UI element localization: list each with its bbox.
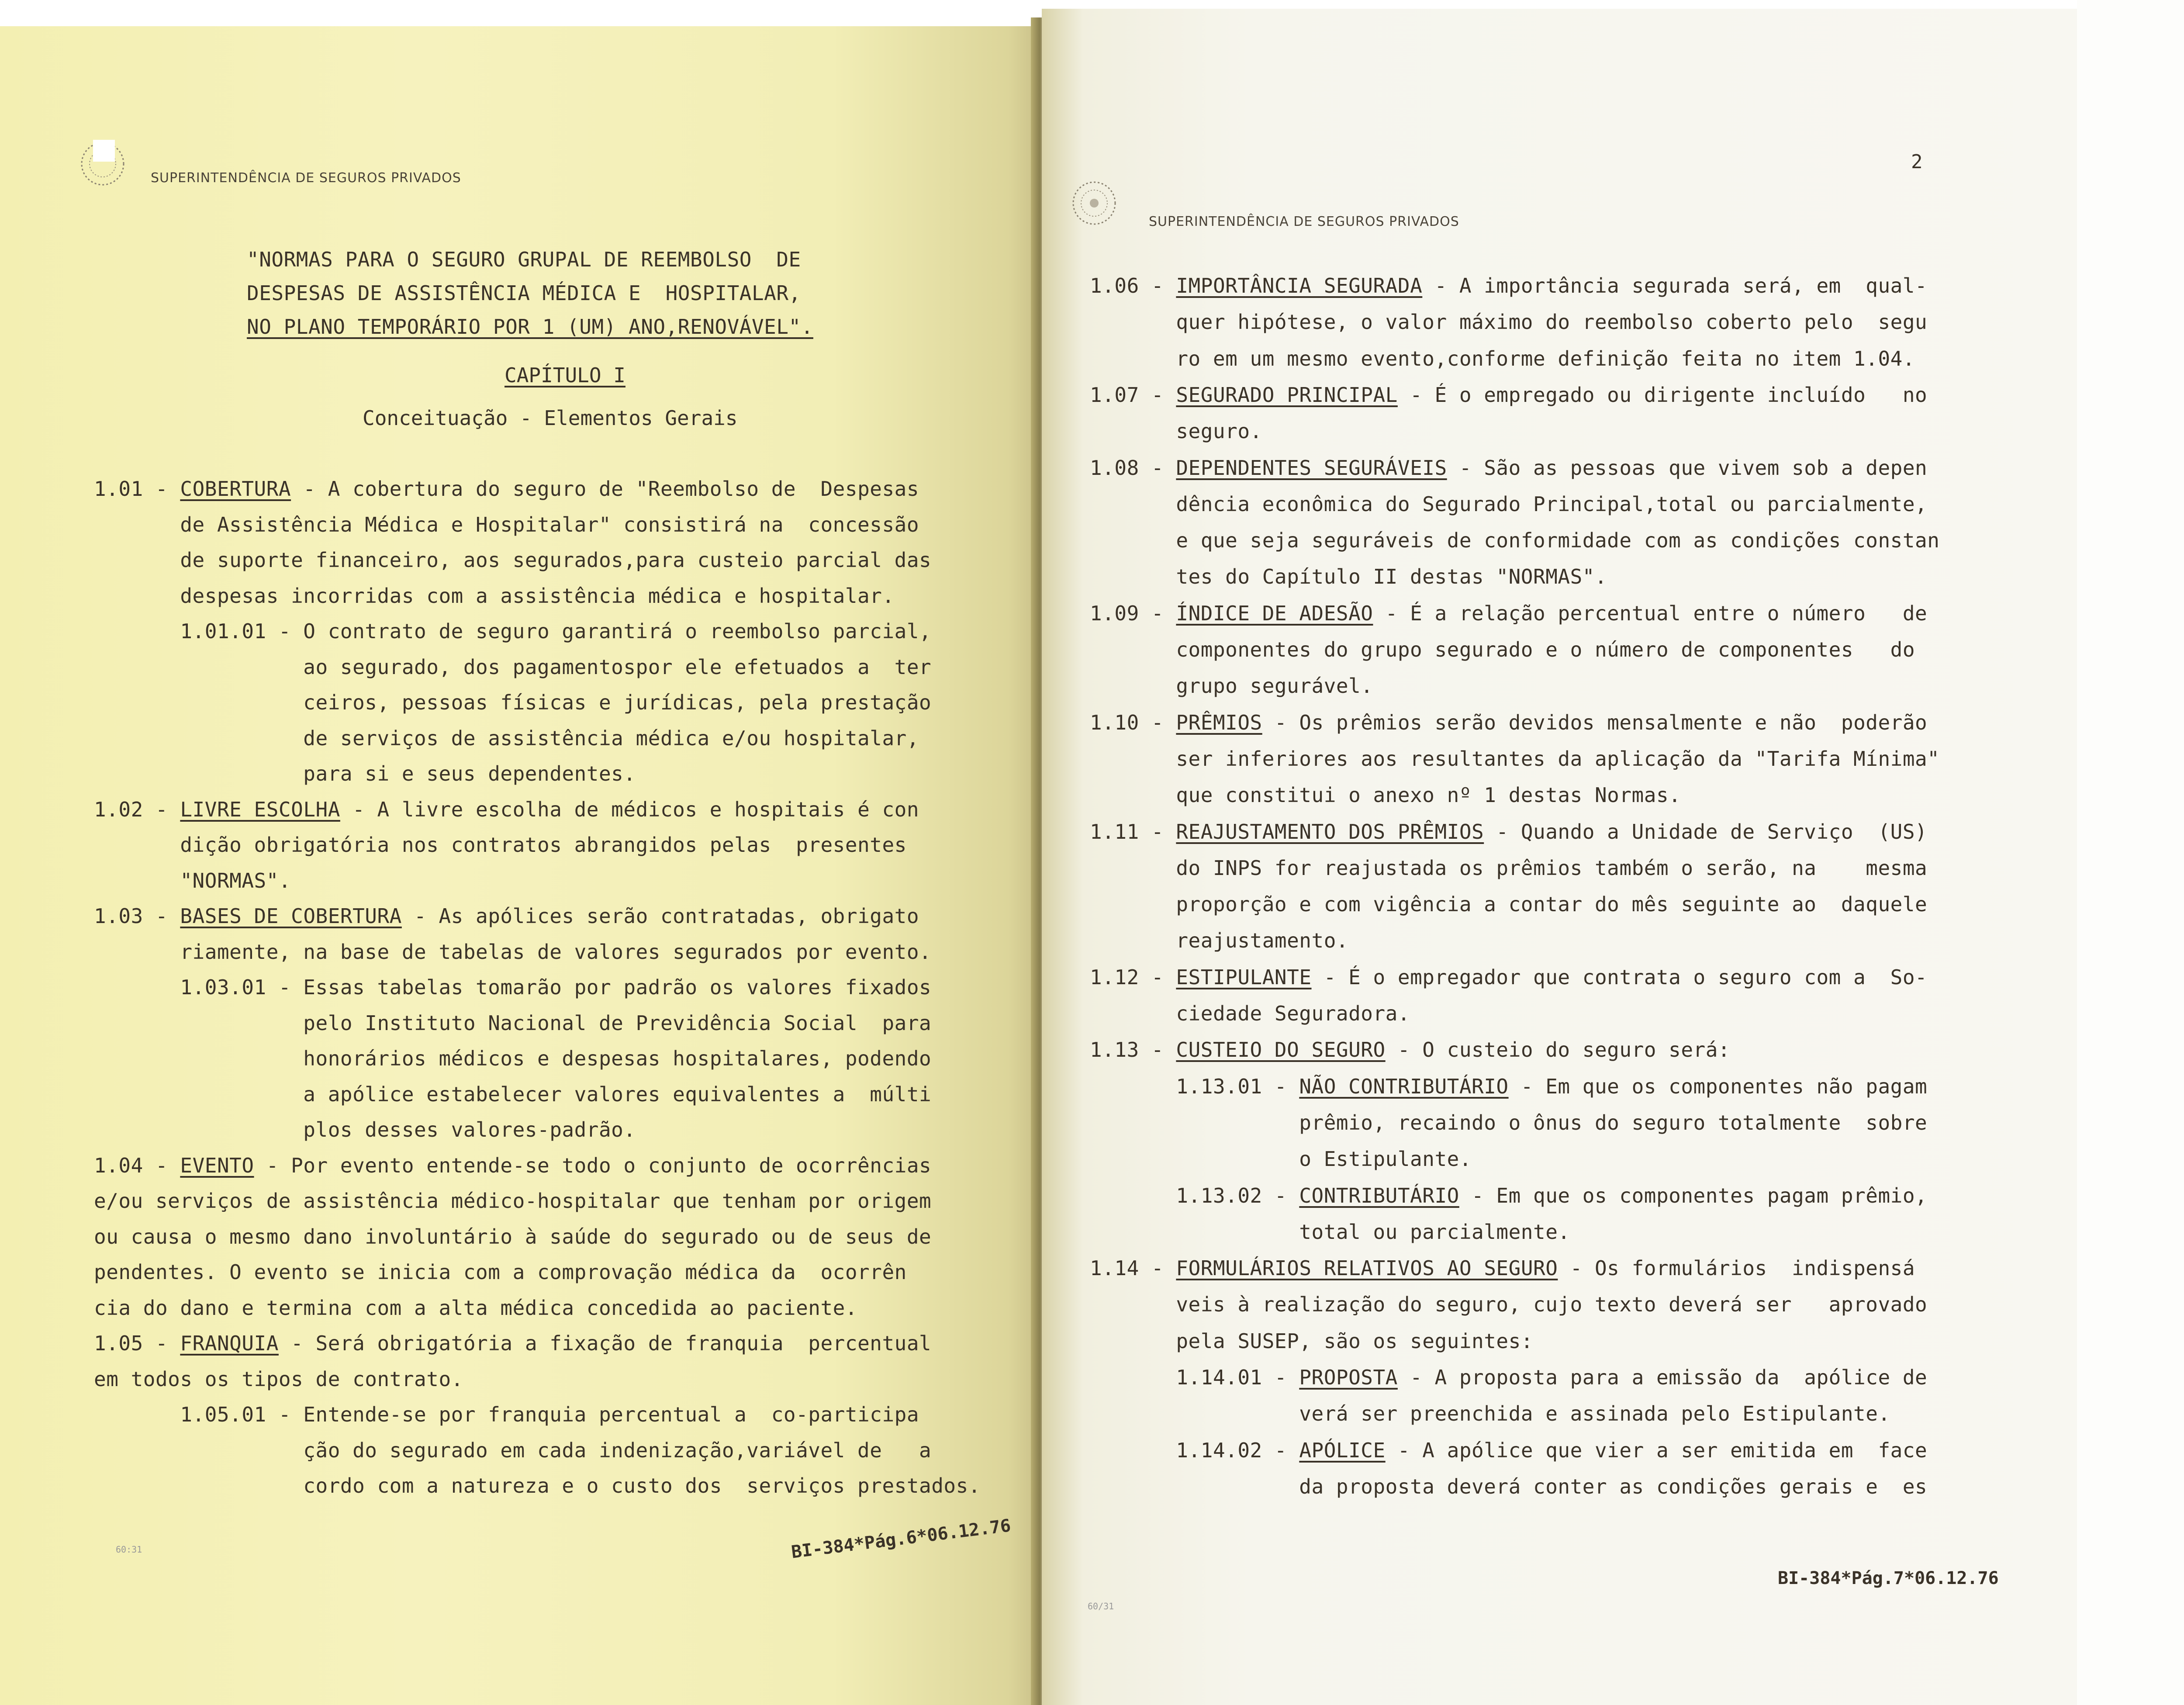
text-line <box>1090 1433 1927 1467</box>
line-text: total ou parcialmente. <box>1090 1220 1570 1244</box>
text-line <box>1090 451 1927 485</box>
line-text: ser inferiores aos resultantes da aplicação da "Tarifa Mínima" <box>1090 747 1940 771</box>
line-text: 1.13.01 - <box>1090 1074 1299 1098</box>
line-text: tes do Capítulo II destas "NORMAS". <box>1090 565 1607 589</box>
text-line <box>94 721 919 755</box>
line-text: 1.03.01 - Essas tabelas tomarão por padrão os valores fixados <box>94 975 932 999</box>
line-text: pendentes. O evento se inicia com a comprovação médica da ocorrên <box>94 1260 907 1284</box>
title-line: DESPESAS DE ASSISTÊNCIA MÉDICA E HOSPITALAR, <box>247 281 801 305</box>
text-line <box>94 1113 636 1147</box>
line-text-rest: - É o empregado ou dirigente incluído no <box>1397 383 1928 407</box>
text-line <box>1090 414 1262 448</box>
title-line: NO PLANO TEMPORÁRIO POR 1 (UM) ANO,RENOVÁVEL". <box>247 315 813 339</box>
text-line <box>1090 1215 1570 1249</box>
text-line <box>94 970 931 1004</box>
line-text: 1.01 - <box>94 477 180 501</box>
line-text: 1.02 - <box>94 797 180 821</box>
text-line <box>1090 523 1939 557</box>
line-text: cia do dano e termina com a alta médica concedida ao paciente. <box>94 1296 858 1320</box>
line-text: dência econômica do Segurado Principal,total ou parcialmente, <box>1090 492 1928 516</box>
text-line <box>1090 815 1927 849</box>
section-heading: FRANQUIA <box>180 1331 279 1355</box>
org-name-right: SUPERINTENDÊNCIA DE SEGUROS PRIVADOS <box>1149 214 1459 229</box>
scan-margin <box>2077 0 2184 1705</box>
line-text: proporção e com vigência a contar do mês seguinte ao daquele <box>1090 892 1928 916</box>
line-text: prêmio, recaindo o ônus do seguro totalmente sobre <box>1090 1110 1928 1134</box>
line-text: dição obrigatória nos contratos abrangidos pelas presentes <box>94 833 907 857</box>
text-line <box>1090 706 1927 740</box>
line-text: e que seja seguráveis de conformidade com as condições constan <box>1090 529 1940 553</box>
text-line <box>1090 633 1915 667</box>
line-text-rest: - A importância segurada será, em qual- <box>1422 274 1928 297</box>
section-heading: NÃO CONTRIBUTÁRIO <box>1299 1074 1509 1098</box>
section-heading: ESTIPULANTE <box>1176 965 1312 989</box>
line-text: 1.09 - <box>1090 601 1176 625</box>
text-line <box>94 543 931 577</box>
text-line <box>94 1184 931 1218</box>
line-text: 1.05.01 - Entende-se por franquia percentual a co-participa <box>94 1403 919 1426</box>
text-line <box>94 472 919 506</box>
text-line <box>94 899 919 933</box>
line-text: reajustamento. <box>1090 929 1349 953</box>
line-text-rest: - A cobertura do seguro de "Reembolso de Despesas <box>291 477 919 501</box>
text-line <box>1090 1179 1927 1213</box>
text-line <box>1090 305 1927 339</box>
section-heading: REAJUSTAMENTO DOS PRÊMIOS <box>1176 820 1484 844</box>
line-text: para si e seus dependentes. <box>94 762 636 785</box>
text-line <box>94 1362 463 1396</box>
line-text: "NORMAS". <box>94 868 291 892</box>
line-text: pela SUSEP, são os seguintes: <box>1090 1329 1533 1353</box>
line-text-rest: - A livre escolha de médicos e hospitais é con <box>340 797 919 821</box>
title-line: "NORMAS PARA O SEGURO GRUPAL DE REEMBOLSO DE <box>247 248 801 271</box>
text-line <box>94 757 636 791</box>
section-heading: IMPORTÂNCIA SEGURADA <box>1176 274 1423 297</box>
line-text: honorários médicos e despesas hospitalares, podendo <box>94 1047 932 1070</box>
right-page <box>1042 9 2077 1705</box>
line-text: 1.05 - <box>94 1331 180 1355</box>
section-heading: EVENTO <box>180 1153 254 1177</box>
text-line <box>94 614 931 648</box>
line-text: da proposta deverá conter as condições gerais e es <box>1090 1474 1928 1498</box>
text-line <box>94 1326 931 1360</box>
line-text: de Assistência Médica e Hospitalar" consistirá na concessão <box>94 512 919 536</box>
line-text: o Estipulante. <box>1090 1147 1472 1171</box>
line-text-rest: - A apólice que vier a ser emitida em face <box>1385 1438 1928 1462</box>
line-text: e/ou serviços de assistência médico-hospitalar que tenham por origem <box>94 1189 932 1213</box>
line-text-rest: - Os prêmios serão devidos mensalmente e não poderão <box>1262 710 1928 734</box>
text-line <box>1090 1324 1533 1358</box>
text-line <box>94 935 931 969</box>
line-text: de suporte financeiro, aos segurados,para custeio parcial das <box>94 548 932 572</box>
section-heading: FORMULÁRIOS RELATIVOS AO SEGURO <box>1176 1256 1558 1280</box>
line-text: 1.07 - <box>1090 383 1176 407</box>
line-text-rest: - Por evento entende-se todo o conjunto de ocorrências <box>254 1153 932 1177</box>
text-line <box>94 792 919 827</box>
text-line <box>1090 269 1927 303</box>
text-line <box>1090 1033 1730 1067</box>
text-line <box>94 1397 919 1432</box>
seal-logo-left <box>76 135 129 192</box>
line-text: 1.12 - <box>1090 965 1176 989</box>
line-text: 1.08 - <box>1090 456 1176 480</box>
line-text: grupo segurável. <box>1090 674 1373 698</box>
section-heading: PROPOSTA <box>1299 1366 1398 1389</box>
line-text-rest: - É o empregador que contrata o seguro com a So- <box>1311 965 1928 989</box>
text-line <box>1090 378 1927 412</box>
line-text: seguro. <box>1090 419 1262 443</box>
line-text: ro em um mesmo evento,conforme definição feita no item 1.04. <box>1090 346 1915 370</box>
text-line <box>1090 596 1927 630</box>
page-footer: BI-384*Pág.6*06.12.76 <box>790 1515 1012 1563</box>
text-line <box>1090 851 1927 885</box>
line-text: do INPS for reajustada os prêmios também o serão, na mesma <box>1090 856 1928 880</box>
text-line <box>1090 487 1927 521</box>
section-heading: APÓLICE <box>1299 1438 1386 1462</box>
left-page <box>0 26 1040 1705</box>
text-line <box>94 1255 907 1289</box>
text-line <box>94 1220 931 1254</box>
text-line <box>94 650 931 684</box>
line-text: 1.14.01 - <box>1090 1366 1299 1389</box>
line-text: a apólice estabelecer valores equivalentes a múlti <box>94 1082 932 1106</box>
page-footer: BI-384*Pág.7*06.12.76 <box>1778 1568 1999 1588</box>
text-line <box>1090 996 1410 1031</box>
text-line <box>94 1291 857 1325</box>
section-heading: SEGURADO PRINCIPAL <box>1176 383 1398 407</box>
line-text: em todos os tipos de contrato. <box>94 1367 463 1391</box>
line-text: 1.06 - <box>1090 274 1176 297</box>
line-text: ceiros, pessoas físicas e jurídicas, pela prestação <box>94 691 932 714</box>
line-text-rest: - Os formulários indispensá <box>1558 1256 1915 1280</box>
line-text: 1.01.01 - O contrato de seguro garantirá o reembolso parcial, <box>94 619 932 643</box>
text-line <box>1090 778 1681 812</box>
chapter-subtitle: Conceituação - Elementos Gerais <box>363 406 738 430</box>
line-text: quer hipótese, o valor máximo do reembolso coberto pelo segu <box>1090 310 1928 334</box>
section-heading: PRÊMIOS <box>1176 710 1262 734</box>
text-line <box>94 685 931 719</box>
text-line <box>1090 1142 1472 1176</box>
text-line <box>1090 1069 1927 1103</box>
text-line <box>94 1077 931 1111</box>
text-line <box>1090 1360 1927 1394</box>
chapter-heading: CAPÍTULO I <box>505 363 625 387</box>
margin-mark: 60:31 <box>116 1544 142 1555</box>
line-text: 1.14 - <box>1090 1256 1176 1280</box>
text-line <box>1090 960 1927 994</box>
line-text-rest: - As apólices serão contratadas, obrigato <box>401 904 919 928</box>
text-line <box>1090 742 1939 776</box>
line-text: que constitui o anexo nº 1 destas Normas. <box>1090 783 1681 807</box>
line-text-rest: - É a relação percentual entre o número de <box>1373 601 1928 625</box>
line-text: plos desses valores-padrão. <box>94 1118 636 1141</box>
text-line <box>1090 560 1607 594</box>
section-heading: CUSTEIO DO SEGURO <box>1176 1038 1386 1062</box>
text-line <box>1090 1287 1927 1321</box>
section-heading: LIVRE ESCOLHA <box>180 797 340 821</box>
text-line <box>1090 1397 1890 1431</box>
text-line <box>94 579 895 613</box>
text-line <box>1090 1251 1915 1285</box>
text-line <box>94 1433 931 1467</box>
line-text: riamente, na base de tabelas de valores segurados por evento. <box>94 940 932 964</box>
line-text: 1.10 - <box>1090 710 1176 734</box>
line-text-rest: - Quando a Unidade de Serviço (US) <box>1484 820 1928 844</box>
text-line <box>94 1006 931 1040</box>
line-text-rest: - São as pessoas que vivem sob a depen <box>1447 456 1928 480</box>
page-number: 2 <box>1911 151 1923 173</box>
line-text: componentes do grupo segurado e o número de componentes do <box>1090 638 1915 661</box>
line-text-rest: - Em que os componentes não pagam <box>1508 1074 1928 1098</box>
line-text: veis à realização do seguro, cujo texto deverá ser aprovado <box>1090 1293 1928 1317</box>
section-heading: BASES DE COBERTURA <box>180 904 402 928</box>
text-line <box>94 1469 981 1503</box>
text-line <box>1090 887 1927 921</box>
line-text: 1.13 - <box>1090 1038 1176 1062</box>
line-text: de serviços de assistência médica e/ou hospitalar, <box>94 726 919 750</box>
section-heading: COBERTURA <box>180 477 291 501</box>
text-line <box>94 1148 931 1183</box>
text-line <box>1090 669 1373 703</box>
line-text-rest: - Em que os componentes pagam prêmio, <box>1459 1183 1928 1207</box>
line-text: despesas incorridas com a assistência médica e hospitalar. <box>94 584 895 608</box>
text-line <box>1090 923 1348 958</box>
line-text: pelo Instituto Nacional de Previdência Social para <box>94 1011 932 1035</box>
org-name-left: SUPERINTENDÊNCIA DE SEGUROS PRIVADOS <box>151 170 461 186</box>
line-text: ciedade Seguradora. <box>1090 1002 1410 1025</box>
section-heading: ÍNDICE DE ADESÃO <box>1176 601 1373 625</box>
line-text-rest: - A proposta para a emissão da apólice de <box>1397 1366 1928 1389</box>
text-line <box>1090 342 1915 376</box>
line-text: 1.03 - <box>94 904 180 928</box>
line-text: ou causa o mesmo dano involuntário à saúde do segurado ou de seus de <box>94 1224 932 1248</box>
margin-mark: 60/31 <box>1088 1601 1114 1612</box>
line-text: 1.14.02 - <box>1090 1438 1299 1462</box>
line-text: 1.13.02 - <box>1090 1183 1299 1207</box>
line-text: cordo com a natureza e o custo dos serviços prestados. <box>94 1474 981 1497</box>
text-line <box>94 864 291 898</box>
section-heading: CONTRIBUTÁRIO <box>1299 1183 1459 1207</box>
text-line <box>94 508 919 542</box>
seal-logo-right <box>1068 175 1120 232</box>
line-text: 1.04 - <box>94 1153 180 1177</box>
line-text: ção do segurado em cada indenização,variável de a <box>94 1438 932 1462</box>
section-heading: DEPENDENTES SEGURÁVEIS <box>1176 456 1447 480</box>
text-line <box>1090 1470 1927 1504</box>
text-line <box>94 828 907 862</box>
text-line <box>1090 1106 1927 1140</box>
line-text-rest: - Será obrigatória a fixação de franquia percentual <box>278 1331 932 1355</box>
line-text: ao segurado, dos pagamentospor ele efetuados a ter <box>94 655 932 679</box>
line-text: 1.11 - <box>1090 820 1176 844</box>
text-line <box>94 1041 931 1076</box>
line-text: verá ser preenchida e assinada pelo Estipulante. <box>1090 1402 1890 1426</box>
line-text-rest: - O custeio do seguro será: <box>1385 1038 1731 1062</box>
